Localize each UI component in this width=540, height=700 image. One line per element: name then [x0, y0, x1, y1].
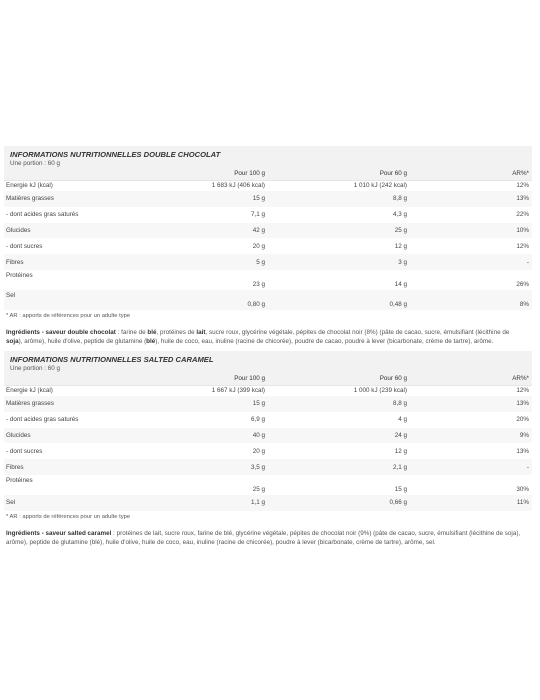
row-label: - dont acides gras saturés: [6, 416, 79, 424]
value-per-100g: 6,9 g: [250, 416, 265, 424]
header-per-60g: Pour 60 g: [268, 168, 410, 180]
ingredients-part: , protéines de: [156, 328, 197, 336]
header-per-100g: Pour 100 g: [174, 168, 268, 180]
value-per-100g: 15 g: [174, 191, 268, 207]
value-ar: 26%: [516, 280, 529, 288]
value-per-60g: 15 g: [394, 485, 407, 493]
row-label: - dont sucres: [6, 447, 43, 455]
value-ar: -: [410, 459, 532, 475]
row-label: - dont sucres: [6, 242, 43, 250]
value-per-100g: 40 g: [174, 428, 268, 444]
row-label: Energie kJ (kcal): [4, 180, 174, 191]
portion-size: Une portion : 60 g: [10, 160, 61, 167]
value-per-60g: 4,3 g: [392, 211, 407, 219]
value-per-100g: 1 683 kJ (406 kcal): [174, 180, 268, 191]
value-per-60g: 24 g: [268, 428, 410, 444]
value-per-100g: 7,1 g: [250, 211, 265, 219]
ingredients-label: Ingrédients - saveur salted caramel: [6, 529, 112, 537]
table-row: [4, 396, 532, 412]
value-ar: 12%: [410, 385, 532, 396]
row-label: Protéines: [6, 476, 33, 484]
header-empty: [4, 168, 174, 180]
value-ar: 9%: [410, 428, 532, 444]
value-per-60g: 14 g: [394, 280, 407, 288]
table-row: [4, 443, 532, 459]
table-row: [4, 412, 532, 428]
table-row: [4, 207, 532, 223]
footnote: * AR : apports de références pour un adulte type: [6, 312, 131, 319]
allergen: blé: [147, 328, 157, 336]
value-per-60g: 0,66 g: [268, 495, 410, 511]
value-ar: 10%: [410, 223, 532, 239]
table-row: [4, 290, 532, 310]
ingredients-part: : farine de: [115, 328, 148, 336]
row-label: Matières grasses: [4, 396, 174, 412]
value-per-100g: 5 g: [174, 254, 268, 270]
section-header: [4, 146, 532, 168]
row-label: Sel: [4, 290, 174, 310]
header-ar: AR%*: [410, 168, 532, 180]
row-label: Sel: [4, 495, 174, 511]
row-label: Protéines: [6, 271, 33, 279]
value-ar: 13%: [410, 396, 532, 412]
table-row: [4, 223, 532, 239]
row-label: - dont acides gras saturés: [6, 211, 79, 219]
value-ar: 30%: [516, 485, 529, 493]
row-label: Fibres: [4, 459, 174, 475]
footnote: * AR : apports de références pour un adulte type: [6, 513, 131, 520]
value-per-60g: 1 000 kJ (239 kcal): [268, 385, 410, 396]
table-header-row: [4, 373, 532, 385]
value-per-100g: 1 667 kJ (399 kcal): [174, 385, 268, 396]
allergen: blé: [146, 338, 156, 346]
table-row: [4, 459, 532, 475]
header-empty: [4, 373, 174, 385]
value-per-60g: 1 010 kJ (242 kcal): [268, 180, 410, 191]
allergen: soja: [6, 338, 19, 346]
table-row: [4, 270, 532, 290]
row-label: Fibres: [4, 254, 174, 270]
value-per-100g: 15 g: [174, 396, 268, 412]
section-header: [4, 351, 532, 373]
value-ar: 22%: [516, 211, 529, 219]
value-per-60g: 12 g: [394, 447, 407, 455]
row-label: Energie kJ (kcal): [4, 385, 174, 396]
value-per-60g: 3 g: [268, 254, 410, 270]
table-header-row: [4, 168, 532, 180]
row-label: Matières grasses: [4, 191, 174, 207]
table-row: [4, 254, 532, 270]
ingredients-part: ), arôme), huile d'olive, peptide de glutamine (: [18, 338, 147, 346]
portion-size: Une portion : 60 g: [10, 365, 61, 372]
value-per-100g: 3,5 g: [174, 459, 268, 475]
table-row: [4, 238, 532, 254]
value-per-60g: 4 g: [398, 416, 407, 424]
section-title: INFORMATIONS NUTRITIONNELLES SALTED CARAMEL: [10, 355, 214, 364]
value-per-100g: 23 g: [252, 280, 265, 288]
table-row: [4, 191, 532, 207]
value-ar: 20%: [516, 416, 529, 424]
nutrition-table: [4, 373, 532, 511]
nutrition-section-double-chocolat: [4, 146, 532, 347]
table-row: [4, 180, 532, 191]
nutrition-table: [4, 168, 532, 310]
value-per-100g: 20 g: [252, 242, 265, 250]
value-per-100g: 42 g: [174, 223, 268, 239]
value-per-60g: 12 g: [394, 242, 407, 250]
value-per-60g: 8,8 g: [268, 396, 410, 412]
value-per-100g: 20 g: [252, 447, 265, 455]
ingredients-part: , sucre roux, glycérine végétale, pépites de chocolat noir (8%) (pâte de cacao, sucre, émulsifiant (lécithine de: [205, 328, 510, 336]
table-row: [4, 495, 532, 511]
section-title: INFORMATIONS NUTRITIONNELLES DOUBLE CHOCOLAT: [10, 150, 221, 159]
value-ar: 11%: [410, 495, 532, 511]
row-label: Glucides: [4, 428, 174, 444]
value-per-100g: 25 g: [252, 485, 265, 493]
ingredients-part: ), huile de coco, eau, inuline (racine de chicorée), poudre de cacao, poudre à lever (bicarbonate, crème de tartre), arôme.: [155, 338, 494, 346]
value-ar: 12%: [516, 242, 529, 250]
ingredients-part: : protéines de lait, sucre roux, farine de blé, glycérine végétale, pépites de chocolat noir (9%) (pâte de cacao, sucre, émulsifiant (lécithine de soja), arôme), peptide de glutamine (blé), huile d'olive, huile de coco, eau, inuline (racine de chicorée), poudre à lever (bicarbonate, crème de tartre), arôme, sel.: [6, 529, 521, 547]
table-row: [4, 428, 532, 444]
ingredients-label: Ingrédients - saveur double chocolat: [6, 328, 116, 336]
ingredients-text: [4, 328, 532, 347]
header-per-60g: Pour 60 g: [268, 373, 410, 385]
value-per-100g: 1,1 g: [174, 495, 268, 511]
table-row: [4, 385, 532, 396]
value-per-60g: 8,8 g: [268, 191, 410, 207]
value-per-100g: 0,80 g: [174, 290, 268, 310]
value-ar: 12%: [410, 180, 532, 191]
value-per-60g: 0,48 g: [268, 290, 410, 310]
nutrition-section-salted-caramel: [4, 351, 532, 548]
header-ar: AR%*: [410, 373, 532, 385]
ingredients-text: [4, 529, 532, 548]
table-row: [4, 475, 532, 495]
value-per-60g: 25 g: [268, 223, 410, 239]
value-ar: 8%: [410, 290, 532, 310]
value-ar: -: [410, 254, 532, 270]
value-per-60g: 2,1 g: [268, 459, 410, 475]
value-ar: 13%: [516, 447, 529, 455]
value-ar: 13%: [410, 191, 532, 207]
row-label: Glucides: [4, 223, 174, 239]
header-per-100g: Pour 100 g: [174, 373, 268, 385]
allergen: lait: [196, 328, 206, 336]
